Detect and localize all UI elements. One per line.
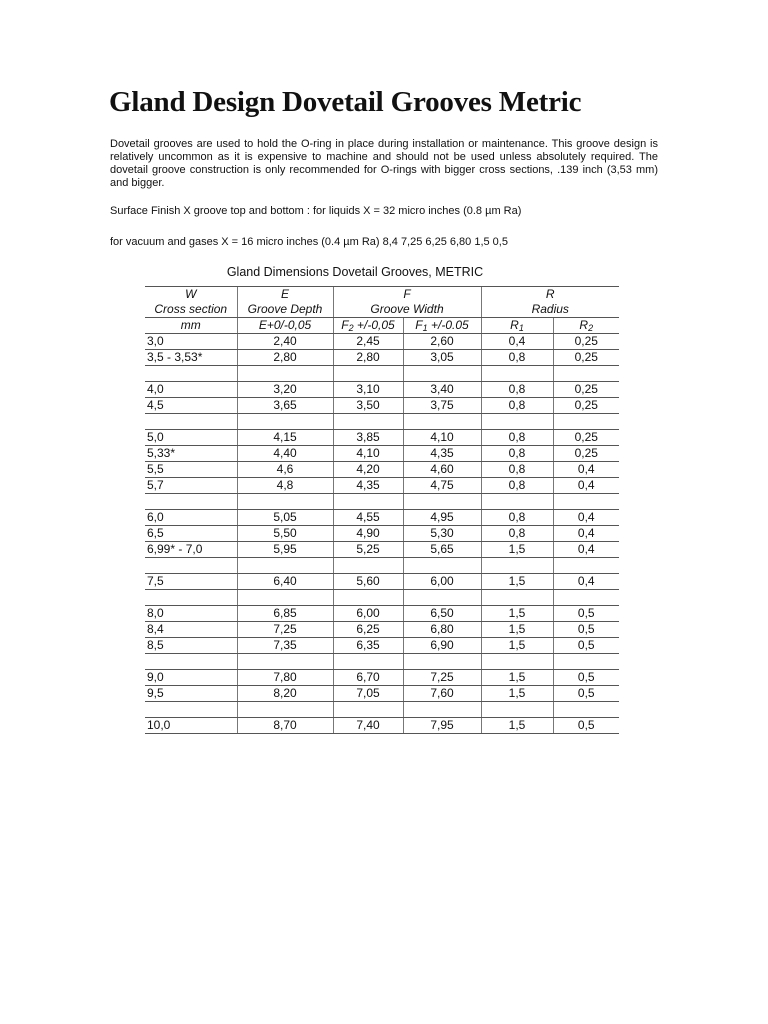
header-r2 — [553, 318, 619, 334]
cell-f2: 3,85 — [333, 430, 403, 446]
cell-f2 — [333, 702, 403, 718]
cell-e: 7,25 — [237, 622, 333, 638]
table-spacer-row — [145, 702, 619, 718]
cell-w: 5,7 — [145, 478, 237, 494]
f1-tolerance: +/-0.05 — [427, 318, 469, 332]
f2-tolerance: +/-0,05 — [353, 318, 395, 332]
cell-e: 5,50 — [237, 526, 333, 542]
surface-finish-note: Surface Finish X groove top and bottom : for liquids X = 32 micro inches (0.8 µm Ra) — [110, 205, 522, 217]
cell-r2 — [553, 590, 619, 606]
cell-f1 — [403, 702, 481, 718]
cell-r2 — [553, 654, 619, 670]
cell-f2: 4,10 — [333, 446, 403, 462]
header-r-letter: R — [481, 287, 619, 303]
cell-r1: 0,8 — [481, 398, 553, 414]
cell-f2: 3,10 — [333, 382, 403, 398]
cell-f1: 6,50 — [403, 606, 481, 622]
table-row — [145, 350, 619, 366]
cell-f2: 2,80 — [333, 350, 403, 366]
cell-f2 — [333, 590, 403, 606]
cell-w — [145, 414, 237, 430]
header-r1 — [481, 318, 553, 334]
cell-w: 5,5 — [145, 462, 237, 478]
header-e-tolerance: E+0/-0,05 — [237, 318, 333, 334]
header-row-units — [145, 318, 619, 334]
cell-r2: 0,5 — [553, 606, 619, 622]
cell-e — [237, 414, 333, 430]
cell-w: 9,5 — [145, 686, 237, 702]
cell-r1: 0,8 — [481, 446, 553, 462]
header-e-name: Groove Depth — [237, 302, 333, 318]
cell-f2: 5,60 — [333, 574, 403, 590]
table-row — [145, 718, 619, 734]
table-row — [145, 382, 619, 398]
cell-w: 4,0 — [145, 382, 237, 398]
cell-e: 8,20 — [237, 686, 333, 702]
cell-f2 — [333, 494, 403, 510]
cell-f1 — [403, 654, 481, 670]
table-row — [145, 670, 619, 686]
cell-f2: 4,20 — [333, 462, 403, 478]
header-f-letter: F — [333, 287, 481, 303]
cell-r2 — [553, 558, 619, 574]
cell-e: 7,35 — [237, 638, 333, 654]
cell-r2: 0,5 — [553, 686, 619, 702]
table-spacer-row — [145, 414, 619, 430]
table-row — [145, 398, 619, 414]
r2-subscript: 2 — [588, 323, 594, 333]
cell-e — [237, 558, 333, 574]
cell-r1: 0,8 — [481, 526, 553, 542]
cell-f2 — [333, 654, 403, 670]
cell-e — [237, 654, 333, 670]
cell-r2: 0,4 — [553, 542, 619, 558]
table-row — [145, 510, 619, 526]
cell-w: 6,99* - 7,0 — [145, 542, 237, 558]
cell-f2: 7,40 — [333, 718, 403, 734]
cell-w: 3,0 — [145, 334, 237, 350]
r2-letter: R — [579, 318, 589, 332]
cell-f1: 2,60 — [403, 334, 481, 350]
cell-f2: 2,45 — [333, 334, 403, 350]
cell-r2: 0,4 — [553, 574, 619, 590]
cell-r2: 0,25 — [553, 430, 619, 446]
table-row — [145, 542, 619, 558]
table-caption: Gland Dimensions Dovetail Grooves, METRIC — [226, 265, 484, 279]
cell-r2: 0,5 — [553, 718, 619, 734]
cell-f1: 7,25 — [403, 670, 481, 686]
page-title: Gland Design Dovetail Grooves Metric — [109, 86, 582, 118]
cell-r1: 1,5 — [481, 638, 553, 654]
cell-e — [237, 590, 333, 606]
cell-f1: 7,60 — [403, 686, 481, 702]
cell-r2: 0,5 — [553, 622, 619, 638]
cell-r1 — [481, 654, 553, 670]
cell-r2: 0,25 — [553, 350, 619, 366]
table-row — [145, 638, 619, 654]
cell-r1: 1,5 — [481, 622, 553, 638]
header-f1 — [403, 318, 481, 334]
cell-r1: 0,8 — [481, 462, 553, 478]
header-row-names — [145, 302, 619, 318]
cell-r2: 0,25 — [553, 446, 619, 462]
header-f2 — [333, 318, 403, 334]
cell-w: 8,0 — [145, 606, 237, 622]
cell-f2: 6,70 — [333, 670, 403, 686]
dimensions-table-body — [145, 287, 619, 734]
cell-w: 6,5 — [145, 526, 237, 542]
cell-f1 — [403, 558, 481, 574]
cell-f2: 4,55 — [333, 510, 403, 526]
cell-r1: 1,5 — [481, 718, 553, 734]
cell-r1: 0,8 — [481, 382, 553, 398]
f2-subscript: 2 — [348, 323, 354, 333]
table-row — [145, 334, 619, 350]
header-e-letter: E — [237, 287, 333, 303]
cell-e: 2,80 — [237, 350, 333, 366]
cell-e: 4,40 — [237, 446, 333, 462]
cell-f1 — [403, 590, 481, 606]
cell-e — [237, 366, 333, 382]
cell-e: 4,8 — [237, 478, 333, 494]
cell-r1 — [481, 590, 553, 606]
cell-r1 — [481, 494, 553, 510]
cell-w — [145, 590, 237, 606]
cell-e: 3,65 — [237, 398, 333, 414]
cell-f2 — [333, 414, 403, 430]
dimensions-table — [145, 286, 619, 734]
cell-f2: 4,35 — [333, 478, 403, 494]
intro-paragraph: Dovetail grooves are used to hold the O-ring in place during installation or maintenance. This groove design is relatively uncommon as it is expensive to machine and should not be used unless absolutely required. The dovetail groove construction is only recommended for O-rings with bigger cross sections, .139 inch (3,53 mm) and bigger. — [110, 138, 658, 189]
cell-e: 6,40 — [237, 574, 333, 590]
cell-r2 — [553, 702, 619, 718]
cell-f1: 6,00 — [403, 574, 481, 590]
cell-w — [145, 558, 237, 574]
cell-f2: 6,00 — [333, 606, 403, 622]
cell-r1: 1,5 — [481, 686, 553, 702]
vacuum-note: for vacuum and gases X = 16 micro inches (0.4 µm Ra) 8,4 7,25 6,25 6,80 1,5 0,5 — [110, 236, 508, 248]
cell-e — [237, 494, 333, 510]
cell-r1: 1,5 — [481, 670, 553, 686]
cell-w: 10,0 — [145, 718, 237, 734]
cell-e: 3,20 — [237, 382, 333, 398]
cell-f1: 6,90 — [403, 638, 481, 654]
cell-w: 5,33* — [145, 446, 237, 462]
cell-r1: 0,8 — [481, 430, 553, 446]
cell-r1 — [481, 366, 553, 382]
cell-f1: 7,95 — [403, 718, 481, 734]
f1-letter: F — [415, 318, 423, 332]
cell-e: 4,15 — [237, 430, 333, 446]
cell-r2: 0,25 — [553, 382, 619, 398]
cell-w: 7,5 — [145, 574, 237, 590]
table-spacer-row — [145, 494, 619, 510]
cell-f2: 3,50 — [333, 398, 403, 414]
table-spacer-row — [145, 590, 619, 606]
cell-r1: 1,5 — [481, 542, 553, 558]
f2-letter: F — [341, 318, 349, 332]
cell-r2: 0,4 — [553, 510, 619, 526]
cell-r2: 0,4 — [553, 462, 619, 478]
cell-r1: 1,5 — [481, 606, 553, 622]
header-w-name: Cross section — [145, 302, 237, 318]
cell-f1: 4,10 — [403, 430, 481, 446]
cell-e: 2,40 — [237, 334, 333, 350]
cell-e: 6,85 — [237, 606, 333, 622]
cell-w — [145, 366, 237, 382]
table-row — [145, 606, 619, 622]
cell-r2 — [553, 494, 619, 510]
cell-e: 7,80 — [237, 670, 333, 686]
cell-r1: 0,8 — [481, 350, 553, 366]
cell-r2: 0,25 — [553, 398, 619, 414]
cell-w: 8,4 — [145, 622, 237, 638]
header-f-name: Groove Width — [333, 302, 481, 318]
table-row — [145, 526, 619, 542]
cell-w — [145, 654, 237, 670]
cell-f1: 4,75 — [403, 478, 481, 494]
cell-f1: 3,75 — [403, 398, 481, 414]
cell-e: 5,05 — [237, 510, 333, 526]
cell-r2: 0,4 — [553, 526, 619, 542]
r1-subscript: 1 — [518, 323, 524, 333]
table-row — [145, 574, 619, 590]
cell-f2: 4,90 — [333, 526, 403, 542]
cell-w: 3,5 - 3,53* — [145, 350, 237, 366]
cell-w — [145, 702, 237, 718]
cell-r1: 1,5 — [481, 574, 553, 590]
table-row — [145, 430, 619, 446]
table-row — [145, 478, 619, 494]
cell-f2: 6,35 — [333, 638, 403, 654]
cell-w: 5,0 — [145, 430, 237, 446]
cell-f2: 7,05 — [333, 686, 403, 702]
header-w-letter: W — [145, 287, 237, 303]
cell-r1: 0,4 — [481, 334, 553, 350]
cell-w — [145, 494, 237, 510]
table-spacer-row — [145, 654, 619, 670]
cell-f1 — [403, 494, 481, 510]
cell-w: 4,5 — [145, 398, 237, 414]
cell-w: 9,0 — [145, 670, 237, 686]
cell-f1: 6,80 — [403, 622, 481, 638]
table-row — [145, 446, 619, 462]
header-w-unit: mm — [145, 318, 237, 334]
table-spacer-row — [145, 366, 619, 382]
table-row — [145, 622, 619, 638]
cell-e — [237, 702, 333, 718]
f1-subscript: 1 — [422, 323, 428, 333]
table-spacer-row — [145, 558, 619, 574]
cell-f1 — [403, 414, 481, 430]
cell-f1: 4,60 — [403, 462, 481, 478]
cell-r2 — [553, 414, 619, 430]
cell-f1: 3,40 — [403, 382, 481, 398]
cell-r1 — [481, 558, 553, 574]
table-row — [145, 462, 619, 478]
cell-f1 — [403, 366, 481, 382]
cell-e: 5,95 — [237, 542, 333, 558]
cell-f2 — [333, 558, 403, 574]
cell-r2: 0,5 — [553, 670, 619, 686]
cell-f2: 5,25 — [333, 542, 403, 558]
cell-w: 8,5 — [145, 638, 237, 654]
cell-r1 — [481, 702, 553, 718]
cell-r1 — [481, 414, 553, 430]
cell-r2: 0,4 — [553, 478, 619, 494]
cell-r2: 0,5 — [553, 638, 619, 654]
cell-r1: 0,8 — [481, 510, 553, 526]
header-r-name: Radius — [481, 302, 619, 318]
cell-f1: 4,95 — [403, 510, 481, 526]
cell-e: 4,6 — [237, 462, 333, 478]
cell-f1: 3,05 — [403, 350, 481, 366]
cell-f1: 4,35 — [403, 446, 481, 462]
cell-f1: 5,65 — [403, 542, 481, 558]
r1-letter: R — [510, 318, 519, 332]
cell-r2 — [553, 366, 619, 382]
cell-f2 — [333, 366, 403, 382]
cell-r1: 0,8 — [481, 478, 553, 494]
cell-e: 8,70 — [237, 718, 333, 734]
cell-w: 6,0 — [145, 510, 237, 526]
table-row — [145, 686, 619, 702]
cell-f1: 5,30 — [403, 526, 481, 542]
cell-r2: 0,25 — [553, 334, 619, 350]
header-row-letters — [145, 287, 619, 303]
cell-f2: 6,25 — [333, 622, 403, 638]
